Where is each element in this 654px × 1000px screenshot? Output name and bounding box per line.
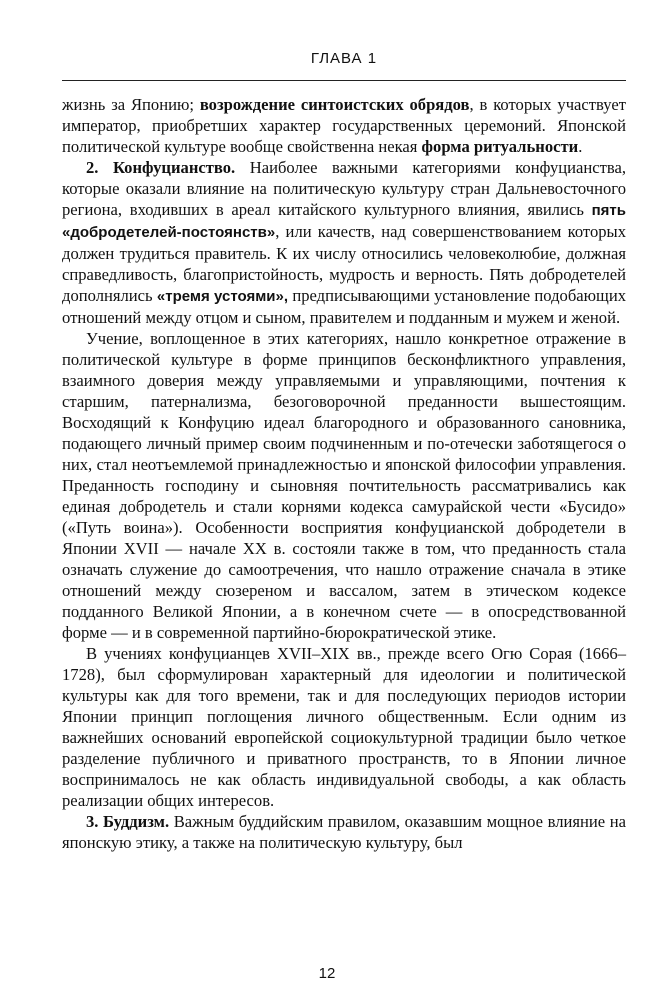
page-number: 12: [318, 965, 336, 982]
paragraph-confucianism: 2. Конфуцианство. Наиболее важными категориями конфуцианства, которые оказали влияние на политическую культуру стран Дальневосточного региона, входивших в ареал китайского культурного влияния, явились пять «добродетелей-постоянств», или качеств, над совершенствованием которых должен трудиться правитель. К их числу относились человеколюбие, должная справедливость, благопристойность, мудрость и верность. Пять добродетелей дополнялись «тремя устоями», предписывающими установление подобающих отношений между отцом и сыном, правителем и подданным и мужем и женой.: [62, 158, 626, 327]
section-heading-confucianism: 2. Конфуцианство.: [86, 158, 236, 177]
header-rule: [62, 80, 626, 81]
running-header: ГЛАВА 1: [310, 50, 378, 67]
paragraph-buddhism: 3. Буддизм. Важным буддийским правилом, оказавшим мощное влияние на японскую этику, а также на политическую культуру, был: [62, 812, 627, 852]
paragraph-teaching: Учение, воплощенное в этих категориях, нашло конкретное отражение в политической культуре в форме принципов бесконфликтного управления, взаимного доверия между управляемыми и управляющими, почтения к старшим, патернализма, безоговорочной преданности вышестоящим. Восходящий к Конфуцию идеал благородного и образованного сановника, подающего личный пример своим подчиненным и по-отечески заботящегося о них, стал неотъемлемой принадлежностью и японской философии управления. Преданность господину и сыновняя почтительность рассматривались как единая добродетель и стали корнями кодекса самурайской чести «Бусидо» («Путь воина»). Особенности восприятия конфуцианской добродетели в Японии XVII — начале XX в. состояли также в том, что преданность стала означать служение до самоотречения, что нашло отражение сначала в этике отношений между сюзереном и вассалом, затем в этическом кодексе подданного Великой Японии, а в конечном счете — в опосредствованной форме — и в современной партийно-бюрократической этике.: [62, 329, 626, 642]
body-text: [62, 94, 626, 853]
paragraph-1: жизнь за Японию; возрождение синтоистских обрядов, в которых участвует император, приобретших характер государственных церемоний. Японской политической культуре вообще свойственна некая форма ритуальности.: [62, 95, 626, 156]
section-heading-buddhism: 3. Буддизм.: [86, 812, 170, 831]
paragraph-confucians: В учениях конфуцианцев XVII–XIX вв., прежде всего Огю Сорая (1666–1728), был сформулирован характерный для идеологии и политической культуры как для того времени, так и для последующих периодов истории Японии принцип поглощения личного общественным. Если одним из важнейших оснований европейской социокультурной традиции было четкое разделение публичного и приватного пространств, то в Японии личное воспринималось не как область индивидуальной свободы, а как область реализации общих интересов.: [62, 644, 626, 810]
